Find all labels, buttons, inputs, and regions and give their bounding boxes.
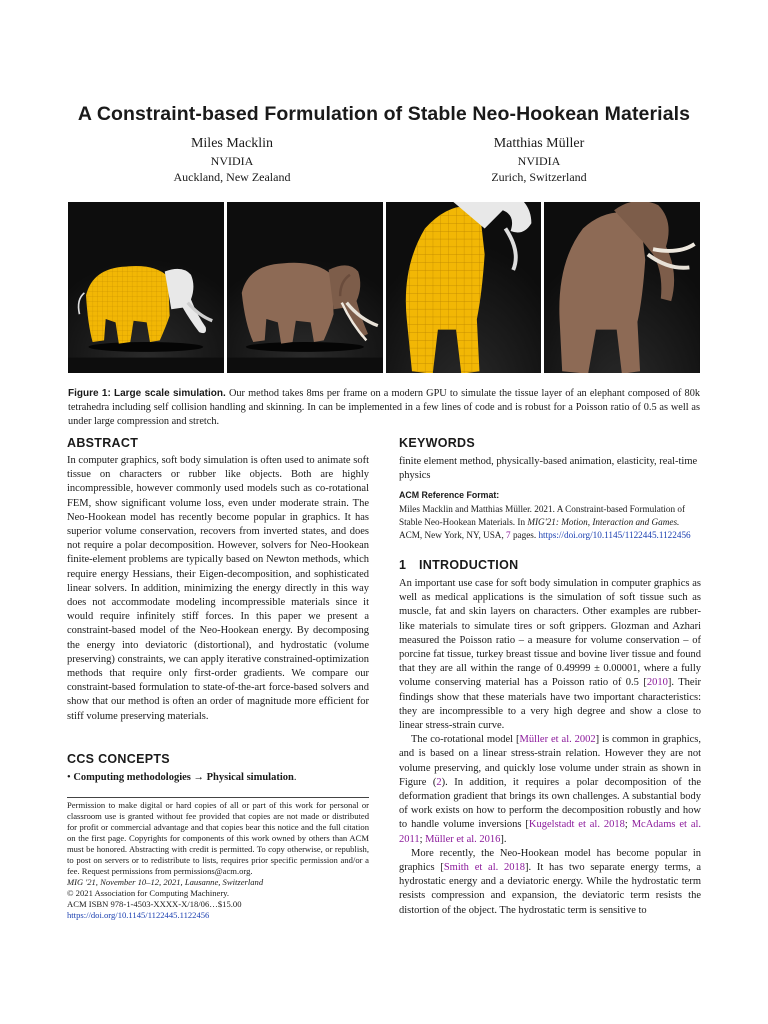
intro-text: ]. (500, 833, 507, 845)
elephant-skin-illustration (227, 202, 383, 373)
figure-panel-tissue-stretched (386, 202, 542, 373)
figure-caption-title: Large scale simulation. (114, 388, 226, 399)
reference-text: Miles Macklin and Matthias Müller. 2021. A Constraint-based Formulation of Stable Neo-Hookean Materials. In (399, 504, 686, 527)
figure-panel-skin-compressed (227, 202, 383, 373)
introduction-heading (399, 558, 701, 572)
elephant-tissue-illustration (386, 202, 542, 373)
ccs-tail: . (293, 772, 297, 783)
intro-text: The co-rotational model [ (411, 734, 520, 746)
citation-link[interactable]: Müller et al. 2016 (425, 833, 501, 845)
reference-format-text (399, 503, 701, 542)
keywords-section (399, 436, 701, 483)
citation-separator: ; (419, 833, 426, 845)
citation-link[interactable]: Müller et al. 2002 (519, 734, 596, 746)
intro-text: ). In addition, it requires a polar decomposition of the deformation gradient that brings its own challenges. A substantial body of work exists on how to perform the decomposition robustly and how to handle volume inversions [ (399, 776, 701, 831)
ccs-concepts (67, 771, 369, 785)
author-location: Auckland, New Zealand (173, 170, 291, 184)
ccs-bullet: • (67, 772, 71, 783)
venue-text: MIG '21, November 10–12, 2021, Lausanne, Switzerland (67, 877, 264, 887)
reference-pages-text: pages. (510, 530, 539, 540)
intro-text: More recently, the Neo-Hookean model has become popular in graphics [ (399, 847, 701, 874)
intro-paragraph-3 (399, 847, 701, 918)
reference-format-heading: ACM Reference Format: (399, 490, 500, 500)
introduction-section (399, 558, 701, 918)
intro-text: ] is common in graphics, and is based on a linear stress-strain relation. However they are not volume preserving, and quickly lose volume under strain as shown in Figure ( (399, 734, 702, 788)
author-affiliation: NVIDIA (210, 154, 254, 168)
doi-link[interactable]: https://doi.org/10.1145/1122445.1122456 (67, 910, 210, 920)
citation-link[interactable]: 2010 (646, 677, 668, 689)
intro-text: ]. It has two separate energy terms, a hydrostatic energy and a deviatoric energy. While the hydrostatic term resists compression and expansion, the deviatoric term resists the distortion of the object. The hydrostatic term is sensitive to (399, 862, 701, 916)
figure-panel-skin-stretched (544, 202, 700, 373)
author-block-2 (409, 135, 669, 185)
elephant-tissue-illustration (68, 202, 224, 373)
reference-publisher: ACM, New York, NY, USA, (399, 530, 507, 540)
citation-link[interactable]: Kugelstadt et al. 2018 (528, 819, 625, 831)
reference-venue: MIG'21: Motion, Interaction and Games. (527, 517, 680, 527)
paper-title: A Constraint-based Formulation of Stable Neo-Hookean Materials (77, 103, 691, 125)
teaser-figure (68, 202, 700, 373)
keywords-text: finite element method, physically-based animation, elasticity, real-time physics (399, 456, 698, 482)
intro-text: ]. Their findings show that these materials have two important characteristics: they are incompressible to a very high degree and show a close to linear stress-strain curve. (399, 677, 701, 732)
author-affiliation: NVIDIA (517, 154, 561, 168)
author-block-1 (102, 135, 362, 185)
ccs-heading: CCS CONCEPTS (67, 752, 170, 766)
isbn-text: ACM ISBN 978-1-4503-XXXX-X/18/06…$15.00 (67, 899, 242, 909)
figure-ref-link[interactable]: 2 (436, 776, 442, 788)
author-name: Matthias Müller (493, 136, 585, 151)
figure-caption (68, 387, 700, 429)
abstract-text: In computer graphics, soft body simulation is often used to animate soft tissue on characters or rubber like objects. Both are highly incompressible, however commonly used models such as co-rotational FEM, show significant volume loss, even under moderate strain. The Neo-Hookean model has recently become popular in graphics. It has superior volume conservation, recovers from inverted states, and does not require a polar decomposition. However, solvers for Neo-Hookean finite-element problems are typically based on Newton methods, which require energy Hessians, their Eigen-decomposition, and sophisticated linear solvers. In addition, minimizing the energy directly in this way does not accommodate modeling incompressible materials since it would require infinitely stiff forces. In this paper we present a constraint-based model of the Neo-Hookean energy. By decomposing the energy into deviatoric (distortional), and hydrostatic (volume preserving) constraints, we can apply iterative constrained-optimization methods that require only first-order gradients. We compare our constraint-based formulation to state-of-the-art force-based solvers and show that our method is often an order of magnitude more efficient for stiff volume preserving materials. (67, 455, 369, 722)
abstract-heading: ABSTRACT (67, 436, 139, 450)
author-location: Zurich, Switzerland (491, 170, 587, 184)
intro-text: An important use case for soft body simulation in computer graphics as well as medical applications is the simulation of soft tissue such as muscle, fat and skin layers on characters. Other examples are rubber-like materials to simulate tires or soft grippers. Glozman and Azhari measured the Poisson ratio – a measure for volume conservation – of porcine fat tissue, turkey breast tissue and bovine liver tissue and found that they are all within the range of 0.49999 ± 0.00001, where a fully volume conserving material has a Poisson ratio of 0.5 [ (399, 578, 701, 689)
figure-panel-tissue-compressed (68, 202, 224, 373)
abstract-section (67, 436, 369, 724)
footnote-divider (67, 797, 369, 798)
citation-link[interactable]: McAdams et al. 2011 (399, 819, 702, 845)
citation-link[interactable]: Smith et al. 2018 (443, 862, 525, 874)
reference-pages-link[interactable]: 7 (506, 530, 511, 540)
reference-format-section (399, 490, 701, 542)
keywords-heading: KEYWORDS (399, 436, 476, 450)
figure-label: Figure 1: (68, 388, 111, 399)
ccs-concept-text: Computing methodologies → Physical simulation (73, 772, 294, 783)
permission-text: Permission to make digital or hard copies of all or part of this work for personal or classroom use is granted without fee provided that copies are not made or distributed for profit or commercial advantage and that copies bear this notice and the full citation on the first page. Copyrights for components of this work owned by others than ACM must be honored. Abstracting with credit is permitted. To copy otherwise, or republish, to post on servers or to redistribute to lists, requires prior specific permission and/or a fee. Request permissions from permissions@acm.org. (67, 800, 369, 876)
intro-paragraph-1 (399, 577, 701, 733)
citation-separator: ; (624, 819, 632, 831)
ccs-section (67, 752, 369, 785)
elephant-skin-illustration (544, 202, 700, 373)
intro-paragraph-2 (399, 733, 701, 847)
section-number: 1 (399, 558, 407, 572)
permission-block (67, 800, 369, 921)
figure-caption-text: Our method takes 8ms per frame on a modern GPU to simulate the tissue layer of an elephant composed of 80k tetrahedra including self collision handling and skinning. In can be implemented in a few lines of code and is robust for a Poisson ratio of 0.5 as well as under large compression and stretch. (68, 388, 700, 427)
copyright-text: © 2021 Association for Computing Machinery. (67, 888, 230, 898)
reference-doi-link[interactable]: https://doi.org/10.1145/1122445.1122456 (538, 530, 691, 540)
author-name: Miles Macklin (190, 136, 274, 151)
section-title: INTRODUCTION (419, 558, 519, 572)
